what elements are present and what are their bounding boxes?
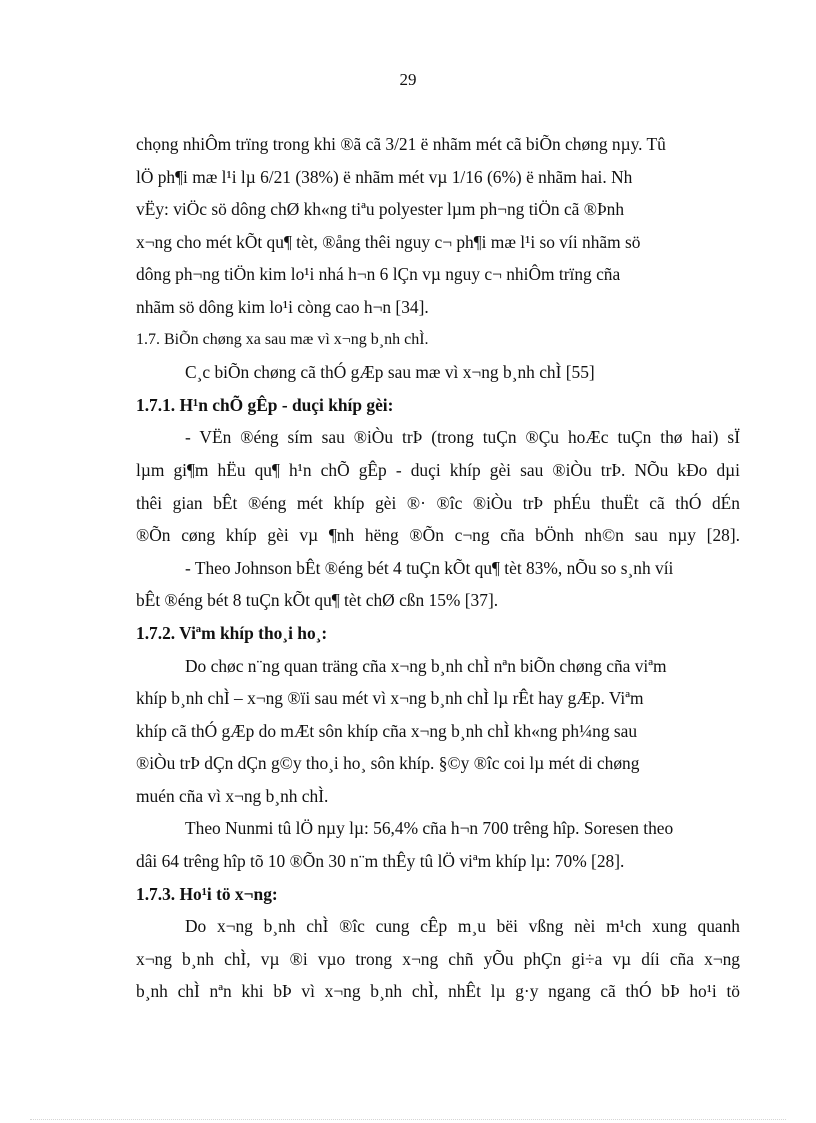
text-line: ®iÒu trÞ dÇn dÇn g©y tho¸i ho¸ sôn khíp. §©y ®îc coi lµ mét di chøng [136, 753, 640, 774]
text-line: Do x¬ng b¸nh chÌ ®îc cung cÊp m¸u bëi vßng nèi m¹ch xung quanh [185, 916, 740, 937]
complications-list-intro: C¸c biÕn chøng cã thÓ gÆp sau mæ vì x¬ng b¸nh chÌ [55] [185, 362, 595, 383]
paragraph-arthritis [136, 650, 740, 813]
paragraph-nunmi [136, 812, 740, 877]
text-line: Do chøc n¨ng quan träng cña x¬ng b¸nh chÌ nªn biÕn chøng cña viªm [185, 655, 667, 676]
text-line: khíp b¸nh chÌ – x¬ng ®ïi sau mét vì x¬ng b¸nh chÌ lµ rÊt hay gÆp. Viªm [136, 688, 644, 709]
text-line: dông ph¬ng tiÖn kim lo¹i nhá h¬n 6 lÇn vµ nguy c¬ nhiÔm trïng cña [136, 264, 621, 285]
text-line: - Theo Johnson bÊt ®éng bét 4 tuÇn kÕt qu¶ tèt 83%, nÕu so s¸nh víi [185, 557, 674, 578]
text-line: Theo Nunmi tû lÖ nµy lµ: 56,4% cña h¬n 700 trêng hîp. Soresen theo [185, 818, 674, 839]
text-line: b¸nh chÌ nªn khi bÞ vì x¬ng b¸nh chÌ, nhÊt lµ g·y ngang cã thÓ bÞ ho¹i tö [136, 981, 740, 1002]
text-line: nhãm sö dông kim lo¹i còng cao h¬n [34]. [136, 296, 429, 317]
text-line: thêi gian bÊt ®éng mét khíp gèi ®· ®îc ®iÒu trÞ phÉu thuËt cã thÓ dÉn [136, 492, 740, 513]
subheading-1-7-1: 1.7.1. H¹n chÕ gÊp - duçi khíp gèi: [136, 394, 394, 415]
text-line: vËy: viÖc sö dông chØ kh«ng tiªu polyester lµm ph¬ng tiÖn cã ®Þnh [136, 199, 625, 220]
paragraph-complications-intro [136, 128, 740, 324]
text-line: chọng nhiÔm trïng trong khi ®ã cã 3/21 ë nhãm mét cã biÕn chøng nµy. Tû [136, 134, 666, 154]
paragraph-early-mobilization [136, 421, 740, 551]
page-bottom-rule [30, 1119, 786, 1120]
text-line: muén cña vì x¬ng b¸nh chÌ. [136, 785, 329, 806]
page-body [136, 128, 740, 1008]
paragraph-necrosis [136, 910, 740, 1008]
section-heading-1-7: 1.7. BiÕn chøng xa sau mæ vì x¬ng b¸nh chÌ. [136, 330, 429, 348]
text-line: lµm gi¶m hËu qu¶ h¹n chÕ gÊp - duçi khíp gèi sau ®iÒu trÞ. NÕu kÐo dµi [136, 459, 740, 480]
text-line: bÊt ®éng bét 8 tuÇn kÕt qu¶ tèt chØ cßn 15% [37]. [136, 590, 499, 611]
text-line: khíp cã thÓ gÆp do mÆt sôn khíp cña x¬ng b¸nh chÌ kh«ng ph¼ng sau [136, 720, 638, 741]
subheading-1-7-3: 1.7.3. Ho¹i tö x¬ng: [136, 883, 278, 904]
paragraph-johnson [136, 552, 740, 617]
page-number: 29 [399, 70, 417, 89]
text-line: lÖ ph¶i mæ l¹i lµ 6/21 (38%) ë nhãm mét vµ 1/16 (6%) ë nhãm hai. Nh [136, 166, 633, 187]
text-line: ®Õn cøng khíp gèi vµ ¶nh hëng ®Õn c¬ng cña bÖnh nh©n sau nµy [28]. [136, 525, 740, 546]
text-line: x¬ng b¸nh chÌ, vµ ®i vµo trong x¬ng chñ yÕu phÇn gi÷a vµ díi cña x¬ng [136, 948, 740, 969]
text-line: - VËn ®éng sím sau ®iÒu trÞ (trong tuÇn ®Çu hoÆc tuÇn thø hai) sÏ [185, 427, 740, 448]
subheading-1-7-2: 1.7.2. Viªm khíp tho¸i ho¸: [136, 622, 328, 643]
text-line: dâi 64 trêng hîp tõ 10 ®Õn 30 n¨m thÊy tû lÖ viªm khíp lµ: 70% [28]. [136, 851, 625, 872]
text-line: x¬ng cho mét kÕt qu¶ tèt, ®ång thêi nguy c¬ ph¶i mæ l¹i so víi nhãm sö [136, 231, 641, 252]
